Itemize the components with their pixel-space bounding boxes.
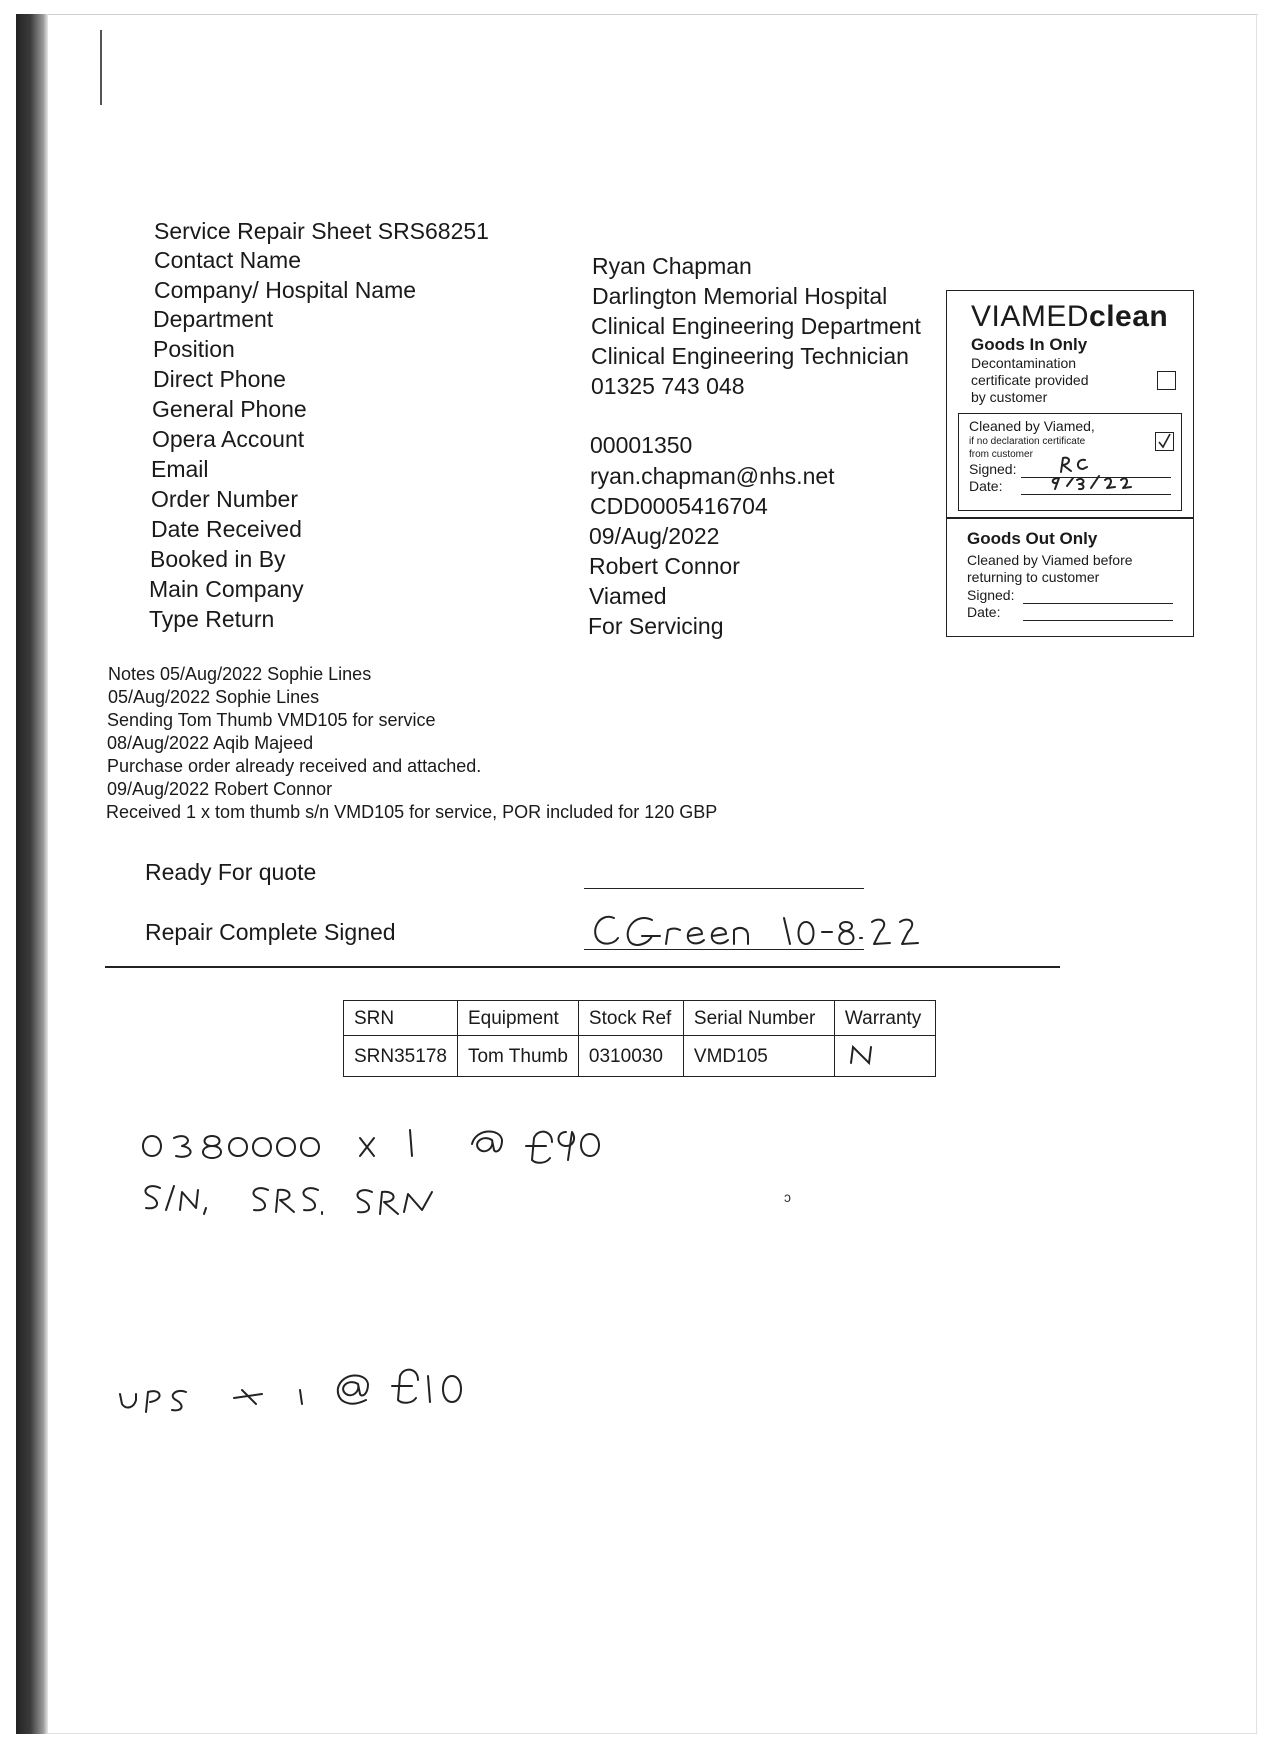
field-label-contact-name: Contact Name bbox=[154, 247, 302, 273]
viamed-clean-box bbox=[946, 290, 1194, 637]
scan-speck: ↄ bbox=[784, 1189, 791, 1205]
decon-line-1: Decontamination bbox=[971, 355, 1077, 371]
field-value-main-company: Viamed bbox=[589, 583, 667, 609]
note-line: Purchase order already received and attached. bbox=[107, 756, 482, 776]
out-date-label: Date: bbox=[967, 604, 1001, 620]
decon-line-3: by customer bbox=[971, 389, 1048, 405]
brand-bold: clean bbox=[1089, 300, 1169, 333]
table-cell-warranty bbox=[834, 1036, 935, 1077]
warranty-handwritten-n bbox=[845, 1041, 885, 1067]
table-header-row bbox=[344, 1001, 936, 1036]
table-row bbox=[344, 1036, 936, 1077]
cleaned-by-viamed-box bbox=[958, 413, 1182, 511]
repair-complete-line bbox=[584, 949, 864, 950]
field-value-contact-name: Ryan Chapman bbox=[592, 253, 752, 279]
field-value-date-received: 09/Aug/2022 bbox=[589, 523, 720, 549]
handwriting-line-2 bbox=[145, 1186, 432, 1214]
table-header-equipment: Equipment bbox=[457, 1001, 578, 1036]
goods-out-line-1: Cleaned by Viamed before bbox=[967, 552, 1133, 568]
sheet-title: Service Repair Sheet SRS68251 bbox=[154, 218, 489, 244]
table-header-warranty: Warranty bbox=[834, 1001, 935, 1036]
table-cell-serial-number: VMD105 bbox=[683, 1036, 834, 1077]
field-label-email: Email bbox=[151, 456, 209, 482]
note-line: 05/Aug/2022 Sophie Lines bbox=[108, 687, 320, 707]
field-label-position: Position bbox=[153, 336, 235, 362]
field-value-order-number: CDD0005416704 bbox=[590, 493, 768, 519]
field-label-date-received: Date Received bbox=[151, 516, 302, 542]
out-date-line bbox=[1023, 620, 1173, 621]
viamed-clean-logo bbox=[971, 299, 1168, 335]
no-declaration-line-1: if no declaration certificate bbox=[969, 436, 1086, 447]
field-label-main-company: Main Company bbox=[149, 576, 304, 602]
field-value-booked-in-by: Robert Connor bbox=[589, 553, 740, 579]
goods-divider bbox=[947, 517, 1193, 519]
note-line: 09/Aug/2022 Robert Connor bbox=[107, 779, 333, 799]
handwriting-line-1 bbox=[143, 1130, 599, 1163]
field-value-opera-account: 00001350 bbox=[590, 432, 693, 458]
note-line: Sending Tom Thumb VMD105 for service bbox=[107, 710, 436, 730]
field-label-booked-in-by: Booked in By bbox=[150, 546, 286, 572]
cleaned-by-label: Cleaned by Viamed, bbox=[969, 418, 1095, 434]
date-label: Date: bbox=[969, 478, 1003, 494]
signed-initials-handwriting bbox=[959, 414, 1183, 512]
scan-right-edge bbox=[1256, 14, 1257, 1734]
date-line bbox=[1021, 494, 1171, 495]
decon-line-2: certificate provided bbox=[971, 372, 1089, 388]
note-line: Received 1 x tom thumb s/n VMD105 for service, POR included for 120 GBP bbox=[106, 802, 718, 822]
repair-complete-label: Repair Complete Signed bbox=[145, 919, 396, 945]
brand-light: VIAMED bbox=[971, 300, 1090, 333]
decon-checkbox[interactable] bbox=[1157, 371, 1176, 390]
ready-for-quote-line bbox=[584, 888, 864, 889]
field-label-department: Department bbox=[153, 306, 274, 332]
table-header-srn: SRN bbox=[344, 1001, 458, 1036]
table-header-stock-ref: Stock Ref bbox=[578, 1001, 683, 1036]
out-signed-label: Signed: bbox=[967, 587, 1015, 603]
field-label-general-phone: General Phone bbox=[152, 396, 307, 422]
out-signed-line bbox=[1023, 603, 1173, 604]
goods-out-line-2: returning to customer bbox=[967, 569, 1100, 585]
handwriting-line-3 bbox=[120, 1370, 461, 1412]
scan-bottom-edge bbox=[48, 1733, 1258, 1734]
no-declaration-line-2: from customer bbox=[969, 449, 1033, 460]
punch-mark bbox=[100, 30, 102, 105]
field-label-company: Company/ Hospital Name bbox=[154, 277, 417, 303]
field-value-email: ryan.chapman@nhs.net bbox=[590, 463, 835, 489]
field-value-position: Clinical Engineering Technician bbox=[591, 343, 909, 369]
field-value-company: Darlington Memorial Hospital bbox=[592, 283, 888, 309]
equipment-table bbox=[343, 1000, 936, 1077]
table-header-serial-number: Serial Number bbox=[683, 1001, 834, 1036]
note-line: 08/Aug/2022 Aqib Majeed bbox=[107, 733, 314, 753]
signed-label: Signed: bbox=[969, 461, 1017, 477]
field-label-direct-phone: Direct Phone bbox=[153, 366, 286, 392]
goods-out-title: Goods Out Only bbox=[967, 529, 1098, 548]
field-value-department: Clinical Engineering Department bbox=[591, 313, 921, 339]
field-label-opera-account: Opera Account bbox=[152, 426, 305, 452]
scan-top-edge bbox=[48, 14, 1258, 15]
field-label-order-number: Order Number bbox=[151, 486, 298, 512]
table-cell-srn: SRN35178 bbox=[344, 1036, 458, 1077]
ready-for-quote-label: Ready For quote bbox=[145, 859, 317, 885]
table-cell-stock-ref: 0310030 bbox=[578, 1036, 683, 1077]
goods-in-title: Goods In Only bbox=[971, 335, 1088, 354]
note-line: Notes 05/Aug/2022 Sophie Lines bbox=[108, 664, 372, 684]
section-divider bbox=[105, 966, 1060, 968]
field-value-direct-phone: 01325 743 048 bbox=[591, 373, 745, 399]
scan-left-edge bbox=[16, 14, 48, 1734]
field-label-type-return: Type Return bbox=[149, 606, 275, 632]
table-cell-equipment: Tom Thumb bbox=[457, 1036, 578, 1077]
field-value-type-return: For Servicing bbox=[588, 613, 724, 639]
